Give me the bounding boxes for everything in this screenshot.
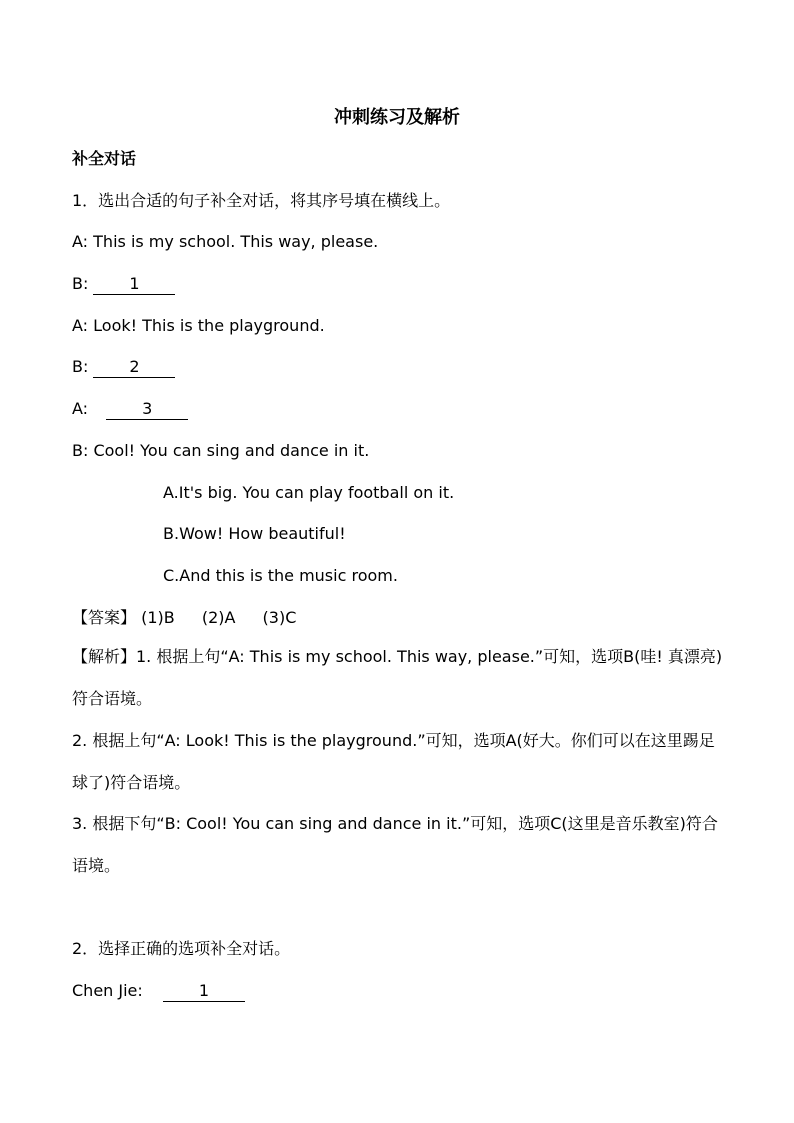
analysis-2: 2. 根据上句“A: Look! This is the playground.”可知，选项A(好大。你们可以在这里踢足球了)符合语境。 — [72, 731, 715, 792]
dialogue-line-2 — [72, 272, 175, 296]
analysis-1: 【解析】1. 根据上句“A: This is my school. This way, please.”可知，选项B(哇! 真漂亮)符合语境。 — [72, 647, 723, 708]
speaker-label: B: — [72, 357, 89, 376]
speaker-label: B: — [72, 441, 89, 460]
dialogue-line-4 — [72, 355, 175, 379]
dialogue-text: Cool! You can sing and dance in it. — [93, 441, 370, 460]
option-a: A.It's big. You can play football on it. — [163, 483, 455, 502]
answer-2: (2)A — [201, 608, 236, 627]
q2-dialogue-line-1 — [72, 979, 245, 1003]
option-c: C.And this is the music room. — [163, 566, 398, 585]
dialogue-line-1 — [72, 230, 378, 254]
question-2-prompt: 2．选择正确的选项补全对话。 — [72, 939, 291, 958]
dialogue-line-5 — [72, 397, 188, 421]
option-b: B.Wow! How beautiful! — [163, 524, 346, 543]
answer-blank-2: 2 — [93, 357, 175, 378]
analysis-3: 3. 根据下句“B: Cool! You can sing and dance in it.”可知，选项C(这里是音乐教室)符合语境。 — [72, 814, 718, 875]
q2-answer-blank-1: 1 — [163, 981, 245, 1002]
dialogue-text: This is my school. This way, please. — [93, 232, 379, 251]
question-1-prompt: 1．选出合适的句子补全对话，将其序号填在横线上。 — [72, 191, 451, 210]
answer-1: (1)B — [141, 608, 175, 627]
dialogue-line-3 — [72, 314, 325, 338]
speaker-label: B: — [72, 274, 89, 293]
answer-line — [72, 606, 296, 630]
speaker-label: A: — [72, 232, 89, 251]
dialogue-text: Look! This is the playground. — [93, 316, 325, 335]
speaker-label: A: — [72, 316, 89, 335]
answer-3: (3)C — [262, 608, 297, 627]
answer-label: 【答案】 — [72, 608, 137, 627]
dialogue-line-6 — [72, 439, 369, 463]
speaker-label: A: — [72, 399, 89, 418]
speaker-label: Chen Jie: — [72, 981, 143, 1000]
page-title: 冲刺练习及解析 — [334, 107, 460, 128]
answer-blank-1: 1 — [93, 274, 175, 295]
section-heading: 补全对话 — [72, 149, 137, 168]
answer-blank-3: 3 — [106, 399, 188, 420]
